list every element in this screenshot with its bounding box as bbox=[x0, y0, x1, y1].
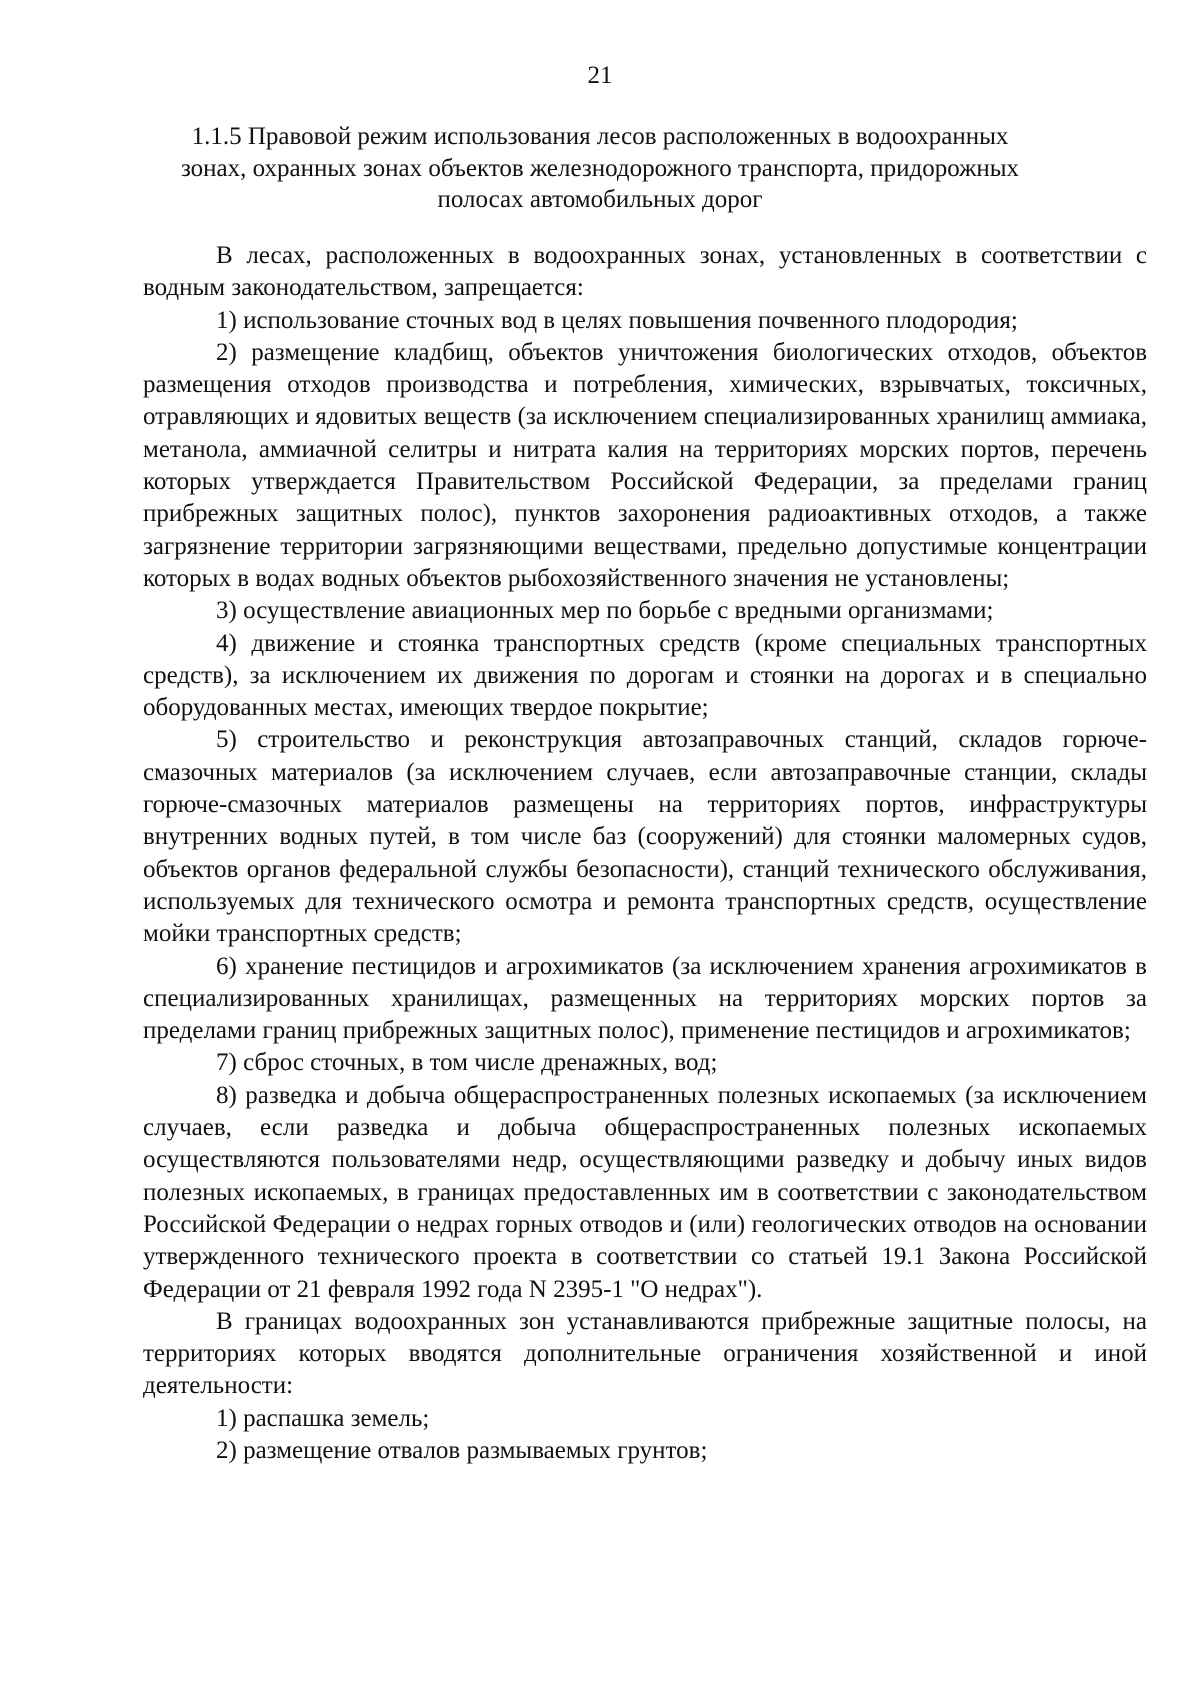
list-item-8: 8) разведка и добыча общераспространенных полезных ископаемых (за исключением случаев, если разведка и добыча общераспространенных полезных ископаемых осуществляются пользователями недр, осуществляющими разведку и добычу иных видов полезных ископаемых, в границах предоставленных им в соответствии с законодательством Российской Федерации о недрах горных отводов и (или) геологических отводов на основании утвержденного технического проекта в соответствии со статьей 19.1 Закона Российской Федерации от 21 февраля 1992 года N 2395-1 "О недрах"). bbox=[143, 1081, 1147, 1303]
section-heading bbox=[150, 121, 1050, 216]
list-item-3: 3) осуществление авиационных мер по борьбе с вредными организмами; bbox=[216, 597, 994, 625]
heading-line-2: зонах, охранных зонах объектов железнодорожного транспорта, придорожных bbox=[180, 154, 1020, 182]
list-item-5: 5) строительство и реконструкция автозаправочных станций, складов горюче-смазочных материалов (за исключением случаев, если автозаправочные станции, склады горюче-смазочных материалов размещены на территориях портов, инфраструктуры внутренних водных путей, в том числе баз (сооружений) для стоянки маломерных судов, объектов органов федеральной службы безопасности), станций технического обслуживания, используемых для технического осмотра и ремонта транспортных средств, осуществление мойки транспортных средств; bbox=[143, 726, 1147, 948]
paragraph-protective-strips: В границах водоохранных зон устанавливаются прибрежные защитные полосы, на территориях которых вводятся дополнительные ограничения хозяйственной и иной деятельности: bbox=[143, 1307, 1147, 1400]
paragraph-intro: В лесах, расположенных в водоохранных зонах, установленных в соответствии с водным законодательством, запрещается: bbox=[143, 242, 1147, 302]
list-item-1: 1) использование сточных вод в целях повышения почвенного плодородия; bbox=[216, 306, 1018, 334]
list-item-7: 7) сброс сточных, в том числе дренажных, вод; bbox=[216, 1049, 718, 1077]
list-item-2: 2) размещение кладбищ, объектов уничтожения биологических отходов, объектов размещения отходов производства и потребления, химических, взрывчатых, токсичных, отравляющих и ядовитых веществ (за исключением специализированных хранилищ аммиака, метанола, аммиачной селитры и нитрата калия на территориях морских портов, перечень которых утверждается Правительством Российской Федерации, за пределами границ прибрежных защитных полос), пунктов захоронения радиоактивных отходов, а также загрязнение территории загрязняющими веществами, предельно допустимые концентрации которых в водах водных объектов рыбохозяйственного значения не установлены; bbox=[143, 338, 1147, 592]
strip-item-2: 2) размещение отвалов размываемых грунтов; bbox=[216, 1436, 708, 1464]
list-item-4: 4) движение и стоянка транспортных средств (кроме специальных транспортных средств), за исключением их движения по дорогам и стоянки на дорогах и в специально оборудованных местах, имеющих твердое покрытие; bbox=[143, 629, 1147, 722]
page-number: 21 bbox=[587, 62, 613, 89]
heading-line-1: 1.1.5 Правовой режим использования лесов расположенных в водоохранных bbox=[191, 123, 1009, 150]
body-text bbox=[143, 240, 1147, 1467]
list-item-6: 6) хранение пестицидов и агрохимикатов (за исключением хранения агрохимикатов в специализированных хранилищах, размещенных на территориях морских портов за пределами границ прибрежных защитных полос), применение пестицидов и агрохимикатов; bbox=[143, 952, 1147, 1045]
heading-line-3: полосах автомобильных дорог bbox=[437, 186, 763, 213]
strip-item-1: 1) распашка земель; bbox=[216, 1404, 430, 1432]
